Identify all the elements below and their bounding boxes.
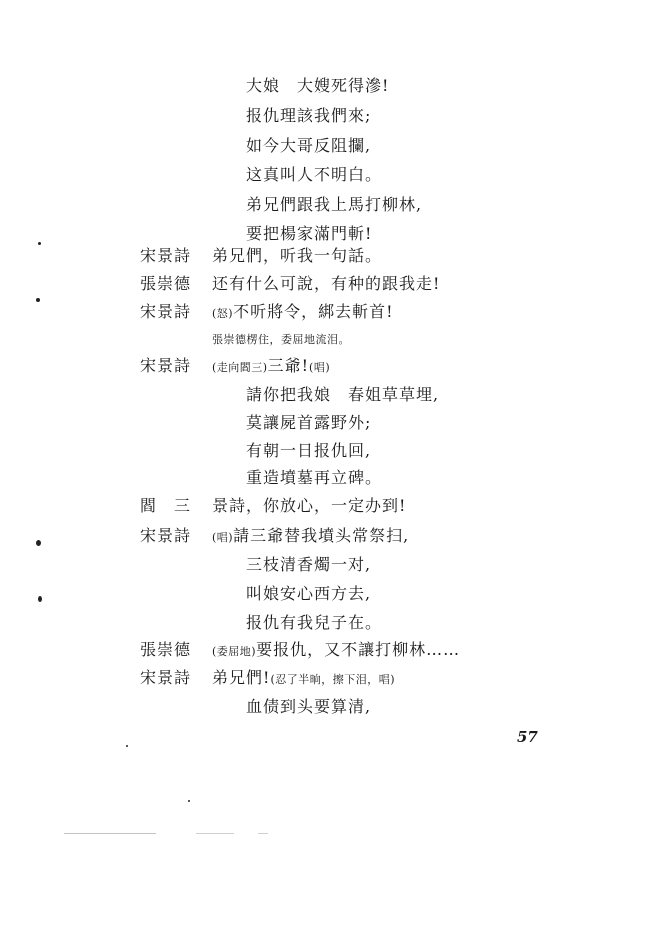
scan-speck <box>36 298 40 302</box>
dialogue-line <box>212 668 395 690</box>
verse-line: 叫娘安心西方去, <box>246 584 372 603</box>
dialogue-text: 請三爺替我墳头常祭扫, <box>233 526 410 545</box>
dialogue-text: 不听將令，綁去斬首! <box>233 302 394 321</box>
stage-note: (委屈地) <box>212 645 257 658</box>
dialogue-text: 三爺! <box>267 356 310 375</box>
verse-line: 如今大哥反阻攔, <box>246 136 372 155</box>
page-number: 57 <box>517 728 538 746</box>
stage-note: (走向閻三) <box>212 361 268 374</box>
verse-line: 报仇理該我們來; <box>246 106 372 125</box>
verse-line: 报仇有我兒子在。 <box>246 613 383 632</box>
speaker-name: 宋景詩 <box>140 668 192 687</box>
verse-line: 这真叫人不明白。 <box>246 165 383 184</box>
stage-note: (唱) <box>212 531 234 544</box>
scan-speck <box>36 540 41 546</box>
verse-line: 大娘 大嫂死得滲! <box>246 76 390 95</box>
scan-speck <box>126 745 128 747</box>
verse-line: 有朝一日报仇回, <box>246 441 372 460</box>
dialogue-text: 弟兄們! <box>212 668 271 687</box>
scan-speck <box>258 833 268 834</box>
dialogue-line <box>212 302 394 324</box>
verse-line: 重造墳墓再立碑。 <box>246 468 383 487</box>
stage-note: (忍了半晌，擦下泪，唱) <box>270 673 396 686</box>
speaker-name: 宋景詩 <box>140 302 192 321</box>
verse-line: 三枝清香燭一对, <box>246 555 372 574</box>
stage-note: (怒) <box>212 307 234 320</box>
speaker-name: 張崇德 <box>140 274 192 293</box>
stage-note: (唱) <box>309 361 331 374</box>
verse-line: 請你把我娘 春姐草草埋, <box>246 385 440 404</box>
speaker-name: 宋景詩 <box>140 526 192 545</box>
scan-speck <box>38 242 41 245</box>
verse-line: 要把楊家滿門斬! <box>246 224 373 243</box>
dialogue-line: 还有什么可說，有种的跟我走! <box>212 274 441 293</box>
dialogue-line <box>212 526 409 548</box>
dialogue-line <box>212 356 330 378</box>
scan-speck <box>188 800 190 802</box>
dialogue-line: 弟兄們，听我一句話。 <box>212 246 383 265</box>
speaker-name: 宋景詩 <box>140 356 192 375</box>
scan-speck <box>196 833 234 834</box>
dialogue-text: 要报仇，又不讓打柳林…… <box>256 640 461 659</box>
verse-line: 莫讓屍首露野外; <box>246 413 372 432</box>
scan-speck <box>64 833 156 834</box>
speaker-name: 張崇德 <box>140 640 192 659</box>
dialogue-line: 景詩，你放心，一定办到! <box>212 496 407 515</box>
speaker-name: 閻 三 <box>140 496 192 515</box>
dialogue-line <box>212 640 460 662</box>
verse-line: 血债到头要算清, <box>246 697 372 716</box>
stage-direction: 張崇德楞住，委屈地流泪。 <box>212 333 350 346</box>
speaker-name: 宋景詩 <box>140 246 192 265</box>
scan-speck <box>38 596 42 602</box>
verse-line: 弟兄們跟我上馬打柳林, <box>246 195 423 214</box>
